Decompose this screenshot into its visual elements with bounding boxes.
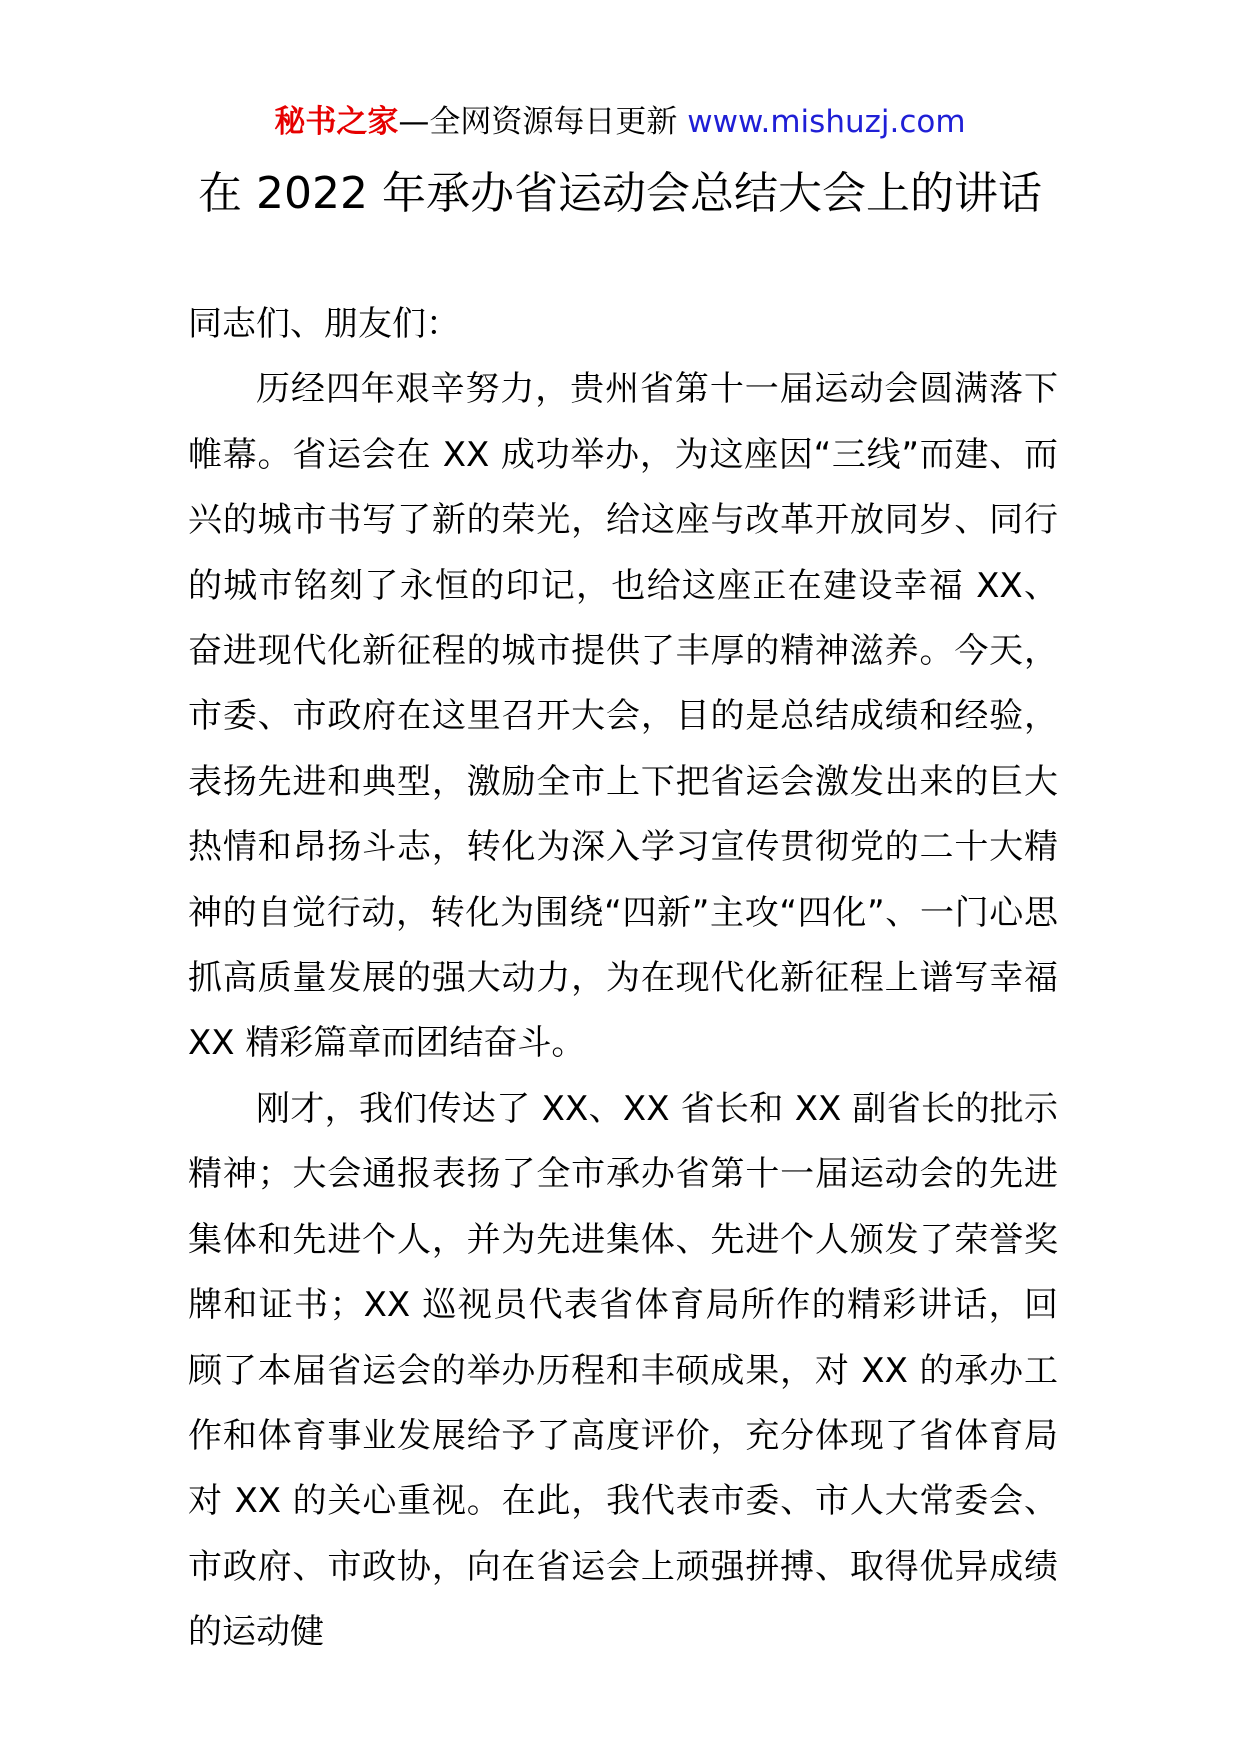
site-slogan: —全网资源每日更新 [398,104,688,140]
document-body [188,292,1058,1666]
site-header [0,100,1240,144]
salutation: 同志们、朋友们： [188,304,460,344]
document-title: 在 2022 年承办省运动会总结大会上的讲话 [198,168,1042,219]
paragraph-2: 刚才，我们传达了 XX、XX 省长和 XX 副省长的批示精神；大会通报表扬了全市承办省第十一届运动会的先进集体和先进个人，并为先进集体、先进个人颁发了荣誉奖牌和证书；XX 巡视员代表省体育局所作的精彩讲话，回顾了本届省运会的举办历程和丰硕成果，对 XX 的承办工作和体育事业发展给予了高度评价，充分体现了省体育局对 XX 的关心重视。在此，我代表市委、市人大常委会、市政府、市政协，向在省运会上顽强拼搏、取得优异成绩的运动健 [188,1088,1058,1653]
brand-name: 秘书之家 [274,104,399,140]
paragraph-1: 历经四年艰辛努力，贵州省第十一届运动会圆满落下帷幕。省运会在 XX 成功举办，为这座因“三线”而建、而兴的城市书写了新的荣光，给这座与改革开放同岁、同行的城市铭刻了永恒的印记，也给这座正在建设幸福 XX、奋进现代化新征程的城市提供了丰厚的精神滋养。今天，市委、市政府在这里召开大会，目的是总结成绩和经验，表扬先进和典型，激励全市上下把省运会激发出来的巨大热情和昂扬斗志，转化为深入学习宣传贯彻党的二十大精神的自觉行动，转化为围绕“四新”主攻“四化”、一门心思抓高质量发展的强大动力，为在现代化新征程上谱写幸福 XX 精彩篇章而团结奋斗。 [188,369,1058,1064]
site-url-link[interactable]: www.mishuzj.com [687,104,966,140]
